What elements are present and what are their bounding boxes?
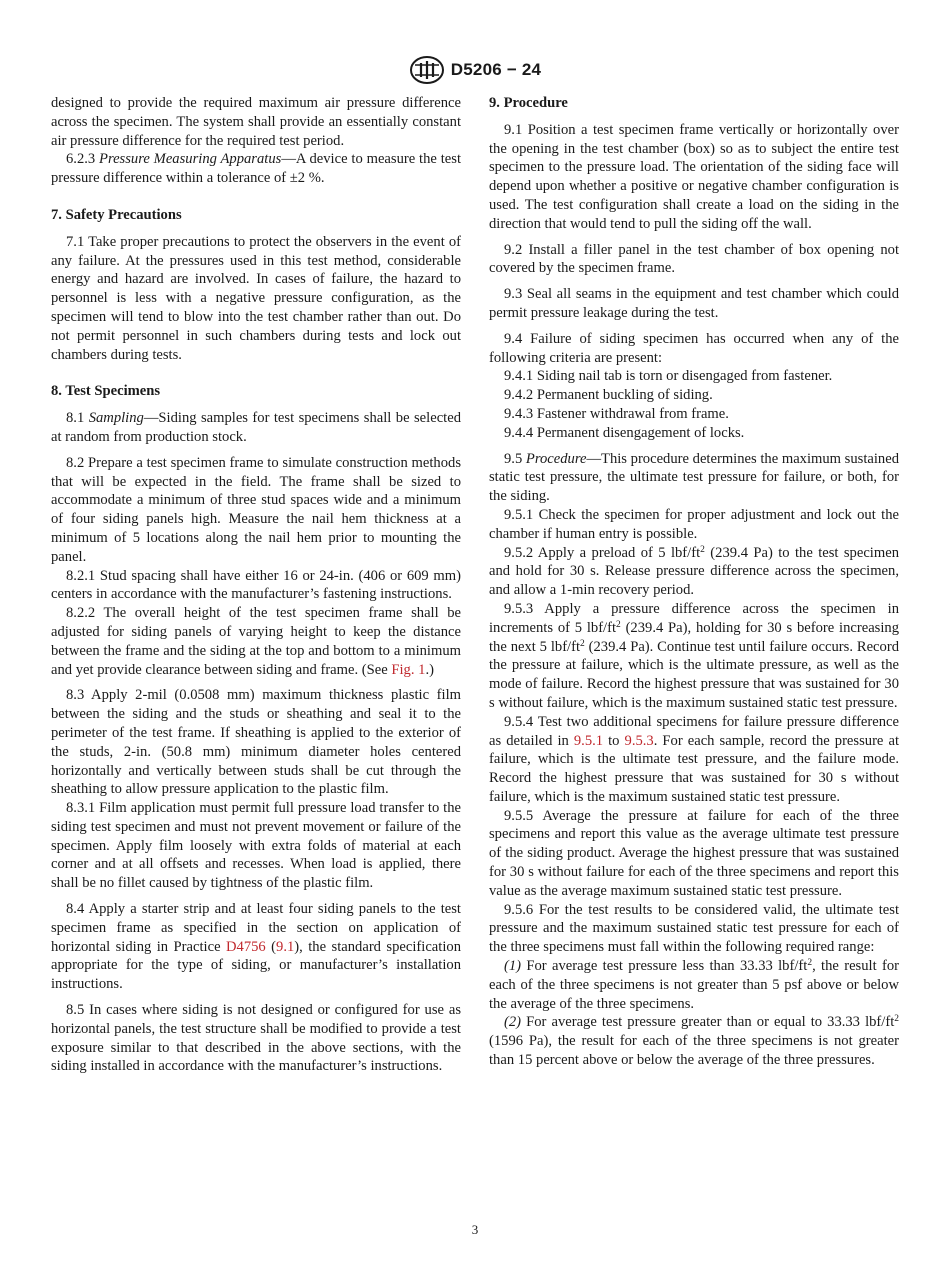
list-item-1: (1) For average test pressure less than 33.33 lbf/$ft^2$, the result for each of the three specimens is not greater than 5 psf above or below the average of the three specimens. <box>489 958 899 1012</box>
right-column <box>489 94 899 1070</box>
paragraph-8-4: 8.4 Apply a starter strip and at least four siding panels to the test specimen frame as specified in the section on application of horizontal siding in Practice D4756 (9.1), the standard specification appropriate for the type of siding, or manufacturer’s installation instructions. <box>51 901 461 993</box>
paragraph-6-2-3: 6.2.3 Pressure Measuring Apparatus—A device to measure the test pressure difference within a tolerance of ±2 %. <box>51 151 461 187</box>
section-7-heading: 7. Safety Precautions <box>51 206 182 223</box>
paragraph-8-2-2: 8.2.2 The overall height of the test specimen frame shall be adjusted for siding panels of varying height to keep the distance between the frame and the siding at the top and bottom to a minimum and yet provide clearance between siding and frame. (See Fig. 1.) <box>51 605 461 678</box>
paragraph-9-5-4: 9.5.4 Test two additional specimens for failure pressure difference as detailed in 9.5.1 to 9.5.3. For each sample, record the pressure at failure, which is the ultimate test pressure, and the failure mode. Record the highest pressure that was sustained for 30 s without failure, which is the maximum sustained static test pressure. <box>489 713 899 805</box>
paragraph-9-2: 9.2 Install a filler panel in the test chamber of box opening not covered by the specimen frame. <box>489 241 899 277</box>
paragraph-9-5: 9.5 Procedure—This procedure determines the maximum sustained static test pressure, the ultimate test pressure for failure, or both, for the siding. <box>489 450 899 505</box>
paragraph-8-2-1: 8.2.1 Stud spacing shall have either 16 or 24-in. (406 or 609 mm) centers in accordance with the manufacturer’s fastening instructions. <box>51 567 461 603</box>
paragraph-9-5-5: 9.5.5 Average the pressure at failure for each of the three specimens and report this value as the average ultimate test pressure of the siding product. Average the highest pressure that was sustained for 30 s without failure for each of the three specimens and report this value as the average maximum sustained static test pressure. <box>489 807 899 899</box>
section-9-heading: 9. Procedure <box>489 95 568 111</box>
paragraph-8-2: 8.2 Prepare a test specimen frame to simulate construction methods that will be expected in the field. The frame shall be sized to accommodate a minimum of three stud spaces wide and a minimum of four siding panels high. Measure the nail hem thickness at a minimum of 5 locations along the nail hem prior to mounting the panel. <box>51 454 461 565</box>
left-column <box>51 94 461 1076</box>
astm-logo-icon <box>409 55 445 85</box>
page-number: 3 <box>471 1222 479 1237</box>
paragraph-7-1: 7.1 Take proper precautions to protect the observers in the event of any failure. At the pressures used in this test method, considerable energy and hazard are involved. In cases of failure, the hazard to personnel is less with a negative pressure configuration, as the specimen will tend to blow into the test chamber rather than out. Do not permit personnel in such chambers during tests and lock out chambers during tests. <box>51 233 461 363</box>
standard-designation: D5206 − 24 <box>450 60 542 79</box>
list-item-2: (2) For average test pressure greater than or equal to 33.33 lbf/$ft^2$ (1596 Pa), the result for each of the three specimens is not greater than 15 percent above or below the average of the three pressures. <box>489 1014 899 1069</box>
paragraph-9-4-1: 9.4.1 Siding nail tab is torn or disengaged from fastener. <box>504 368 833 385</box>
paragraph-9-5-3: 9.5.3 Apply a pressure difference across the specimen in increments of 5 lbf/$ft^2$ (239.4 Pa), holding for 30 s before increasing the next 5 lbf/$ft^2$ (239.4 Pa). Continue test until failure occurs. Record the pressure at failure, which is the ultimate pressure, as well as the mode of failure. Record the highest pressure that was sustained for 30 s without failure, which is the maximum sustained static test pressure. <box>489 600 900 711</box>
paragraph-9-5-2: 9.5.2 Apply a preload of 5 lbf/$ft^2$ (239.4 Pa) to the test specimen and hold for 30 s. Release pressure difference across the specimen, and allow a 1-min recovery period. <box>489 544 899 599</box>
paragraph-8-3-1: 8.3.1 Film application must permit full pressure load transfer to the siding test specimen and must not prevent movement or failure of the specimen. Apply film loosely with extra folds of material at each corner and at all offsets and recesses. When load is applied, there shall be no fillet caused by tightness of the plastic film. <box>51 800 461 892</box>
paragraph-9-5-6: 9.5.6 For the test results to be considered valid, the ultimate test pressure and the maximum sustained static test pressure for each of the three specimens must fall within the following required range: <box>489 901 899 956</box>
paragraph-9-3: 9.3 Seal all seams in the equipment and test chamber which could permit pressure leakage during the test. <box>489 286 899 321</box>
paragraph-9-4-3: 9.4.3 Fastener withdrawal from frame. <box>504 405 729 422</box>
d4756-link[interactable]: D4756 <box>226 938 266 955</box>
section-8-heading: 8. Test Specimens <box>51 383 161 400</box>
paragraph-6-2-2-continued: designed to provide the required maximum air pressure difference across the specimen. The system shall provide an essentially constant air pressure difference for the required test period. <box>51 95 461 149</box>
paragraph-9-4-4: 9.4.4 Permanent disengagement of locks. <box>504 424 745 441</box>
fig-1-link[interactable]: Fig. 1 <box>391 661 426 678</box>
paragraph-9-1: 9.1 Position a test specimen frame vertically or horizontally over the opening in the test chamber (box) so as to subject the entire test specimen to the pressure load. The orientation of the siding face will depend upon whether a positive or negative chamber configuration is used. The test configuration shall create a load on the siding in the direction that would tend to pull the siding off the wall. <box>489 121 899 232</box>
paragraph-9-5-1: 9.5.1 Check the specimen for proper adjustment and lock out the chamber if human entry is possible. <box>489 506 899 542</box>
page-header <box>0 55 950 85</box>
paragraph-9-4: 9.4 Failure of siding specimen has occurred when any of the following criteria are present: <box>489 330 899 366</box>
paragraph-9-4-2: 9.4.2 Permanent buckling of siding. <box>504 387 713 404</box>
ref-9-1-link[interactable]: 9.1 <box>276 938 295 955</box>
ref-9-5-3-link[interactable]: 9.5.3 <box>624 732 654 749</box>
paragraph-8-3: 8.3 Apply 2-mil (0.0508 mm) maximum thickness plastic film between the siding and the studs or sheathing and seal it to the perimeter of the test frame. If sheathing is applied to the exterior of the studs, 2-in. (50.8 mm) minimum diameter holes centered horizontally and vertically between studs shall be cut through the sheathing to allow pressure application to the plastic film. <box>51 687 461 798</box>
ref-9-5-1-link[interactable]: 9.5.1 <box>573 732 604 749</box>
paragraph-8-5: 8.5 In cases where siding is not designed or configured for use as horizontal panels, the test structure shall be modified to provide a test exposure similar to that described in the above sections, with the siding installed in accordance with the manufacturer’s instructions. <box>51 1002 461 1075</box>
paragraph-8-1: 8.1 Sampling—Siding samples for test specimens shall be selected at random from production stock. <box>51 410 461 445</box>
